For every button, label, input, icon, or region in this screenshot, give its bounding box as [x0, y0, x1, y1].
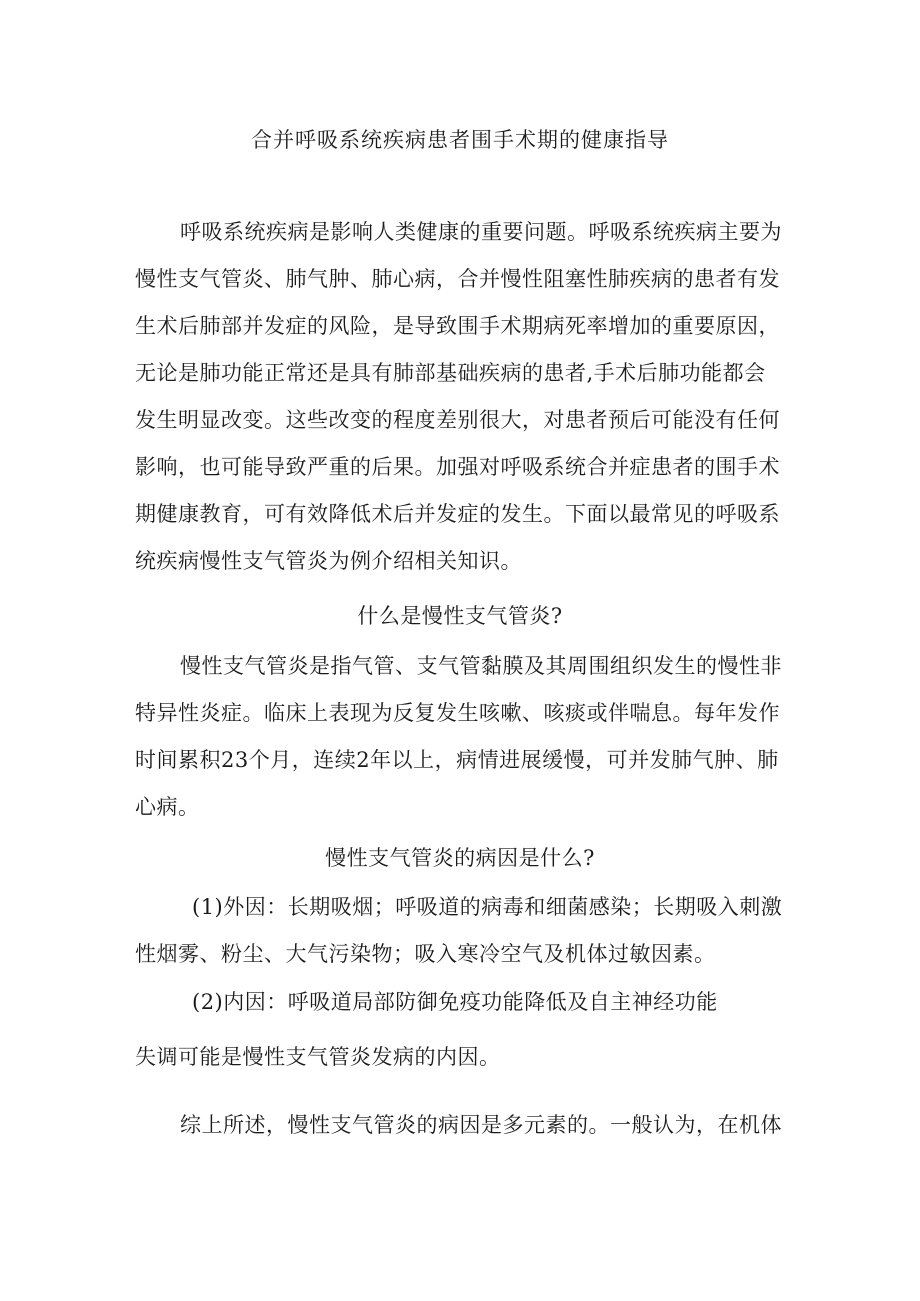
cause-line: (2)内因：呼吸道局部防御免疫功能降低及自主神经功能 — [192, 990, 718, 1014]
cause-line: 失调可能是慢性支气管炎发病的内因。 — [135, 1045, 501, 1069]
cause-line: 性烟雾、粉尘、大气污染物；吸入寒冷空气及机体过敏因素。 — [135, 942, 716, 966]
definition-line: 心病。 — [135, 795, 200, 819]
section-heading-definition: 什么是慢性支气管炎? — [357, 604, 563, 628]
document-title: 合并呼吸系统疾病患者围手术期的健康指导 — [251, 128, 669, 152]
intro-line: 影响，也可能导致严重的后果。加强对呼吸系统合并症患者的围手术 — [135, 455, 780, 479]
summary-line: 综上所述，慢性支气管炎的病因是多元素的。一般认为，在机体 — [180, 1113, 782, 1137]
cause-line: (1)外因：长期吸烟；呼吸道的病毒和细菌感染；长期吸入刺激 — [192, 895, 783, 919]
intro-line: 呼吸系统疾病是影响人类健康的重要问题。呼吸系统疾病主要为 — [180, 220, 782, 244]
intro-line: 慢性支气管炎、肺气肿、肺心病，合并慢性阻塞性肺疾病的患者有发 — [135, 267, 780, 291]
definition-line: 特异性炎症。临床上表现为反复发生咳嗽、咳痰或伴喘息。每年发作 — [135, 701, 780, 725]
definition-line: 慢性支气管炎是指气管、支气管黏膜及其周围组织发生的慢性非 — [180, 654, 782, 678]
intro-line: 发生明显改变。这些改变的程度差别很大，对患者预后可能没有任何 — [135, 408, 780, 432]
section-heading-causes: 慢性支气管炎的病因是什么? — [325, 846, 595, 870]
definition-line: 时间累积23个月，连续2年以上，病情进展缓慢，可并发肺气肿、肺 — [135, 748, 779, 772]
intro-line: 期健康教育，可有效降低术后并发症的发生。下面以最常见的呼吸系 — [135, 502, 780, 526]
intro-line: 统疾病慢性支气管炎为例介绍相关知识。 — [135, 549, 522, 573]
intro-line: 无论是肺功能正常还是具有肺部基础疾病的患者,手术后肺功能都会 — [135, 361, 766, 385]
intro-line: 生术后肺部并发症的风险，是导致围手术期病死率增加的重要原因， — [135, 314, 780, 338]
